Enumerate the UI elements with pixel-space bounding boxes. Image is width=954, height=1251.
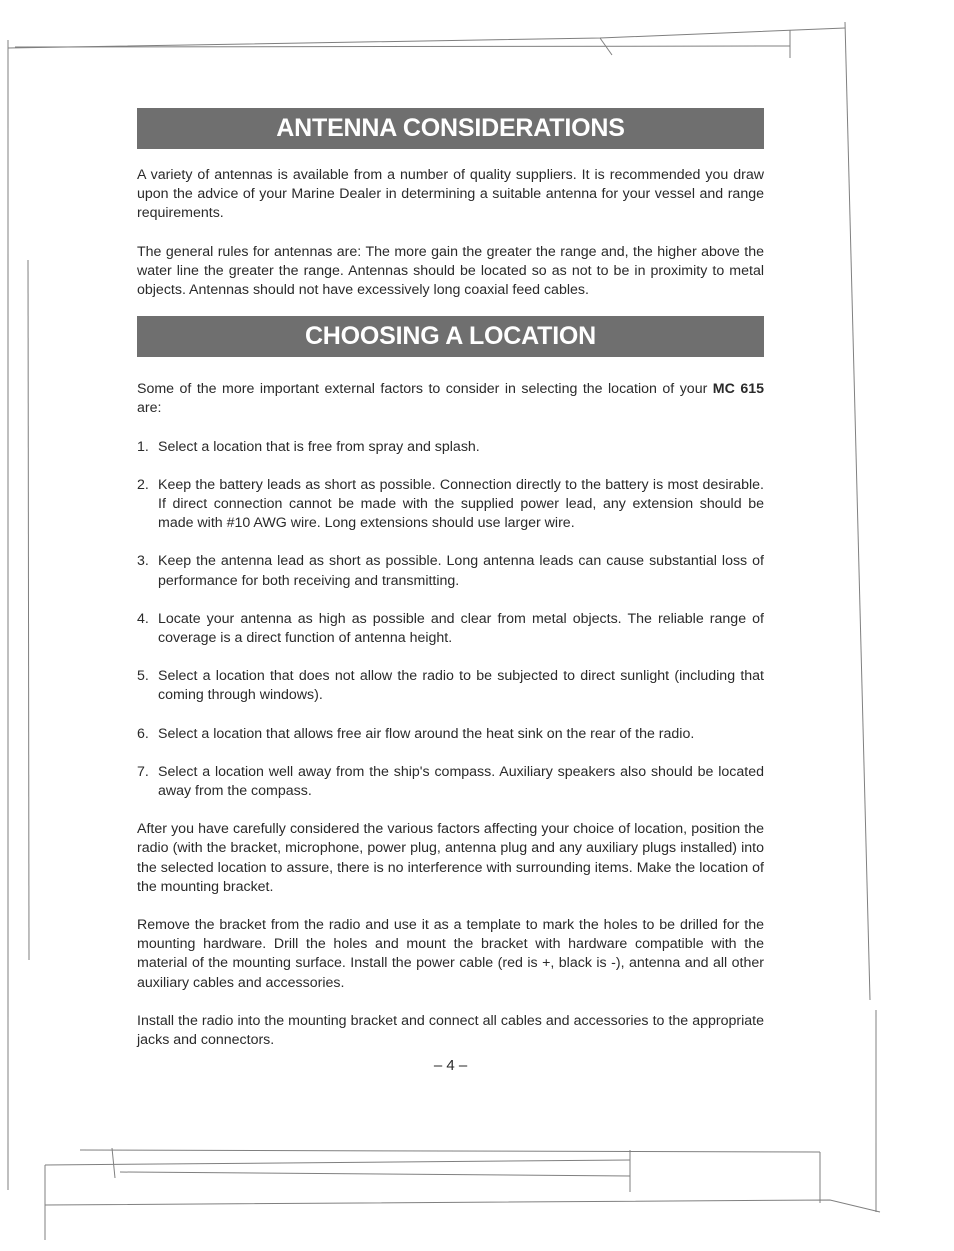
location-paragraph: After you have carefully considered the various factors affecting your choice of location, position the radio (with the bracket, microphone, power plug, antenna plug and any auxiliary plugs installed) into the selected location to assure, there is no interference with surrounding items. Make the location of the mounting bracket. [137, 821, 764, 895]
list-item [137, 763, 764, 801]
list-number: 5. [137, 668, 149, 685]
location-factor-list [137, 438, 764, 802]
antenna-considerations-heading: ANTENNA CONSIDERATIONS [137, 108, 764, 149]
list-number: 6. [137, 725, 149, 742]
choosing-location-heading: CHOOSING A LOCATION [137, 316, 764, 357]
location-paragraph: Remove the bracket from the radio and use it as a template to mark the holes to be drilled for the mounting hardware. Drill the holes and mount the bracket with hardware compatible with the material of the mounting surface. Install the power cable (red is +, black is -), antenna and all other auxiliary cables and accessories. [137, 917, 764, 991]
page-content [137, 108, 764, 1074]
list-number: 2. [137, 476, 149, 493]
location-paragraph: Install the radio into the mounting bracket and connect all cables and accessories to the appropriate jacks and connectors. [137, 1012, 764, 1049]
list-text: Select a location that is free from spray and splash. [158, 438, 480, 455]
list-text: Select a location well away from the ship's compass. Auxiliary speakers also should be located away from the compass. [158, 763, 764, 800]
list-text: Select a location that allows free air flow around the heat sink on the rear of the radio. [158, 725, 695, 742]
model-name: MC 615 [712, 381, 764, 398]
location-intro [137, 380, 764, 418]
antenna-paragraph: A variety of antennas is available from a number of quality suppliers. It is recommended you draw upon the advice of your Marine Dealer in determining a suitable antenna for your vessel and range requirements. [137, 167, 764, 222]
list-item [137, 610, 764, 648]
list-item [137, 438, 764, 457]
list-number: 3. [137, 553, 149, 570]
antenna-paragraph: The general rules for antennas are: The more gain the greater the range and, the higher above the water line the greater the range. Antennas should be located so as not to be in proximity to metal objects. Antennas should not have excessively long coaxial feed cables. [137, 243, 764, 299]
list-item [137, 725, 764, 744]
list-item [137, 552, 764, 590]
list-number: 4. [137, 610, 149, 627]
list-number: 1. [137, 438, 149, 455]
list-number: 7. [137, 763, 149, 780]
list-text: Select a location that does not allow the radio to be subjected to direct sunlight (including that coming through windows). [158, 668, 764, 704]
intro-text: Some of the more important external factors to consider in selecting the location of your [137, 381, 713, 398]
page-number: – 4 – [433, 1057, 468, 1075]
intro-text: are: [137, 400, 162, 417]
list-text: Keep the battery leads as short as possible. Connection directly to the battery is most desirable. If direct connection cannot be made with the supplied power lead, any extension should be made with #10 AWG wire. Long extensions should use larger wire. [158, 476, 764, 532]
list-item [137, 667, 764, 705]
list-item [137, 476, 764, 534]
list-text: Keep the antenna lead as short as possible. Long antenna leads can cause substantial loss of performance for both receiving and transmitting. [158, 553, 764, 589]
list-text: Locate your antenna as high as possible and clear from metal objects. The reliable range of coverage is a direct function of antenna height. [158, 610, 764, 647]
